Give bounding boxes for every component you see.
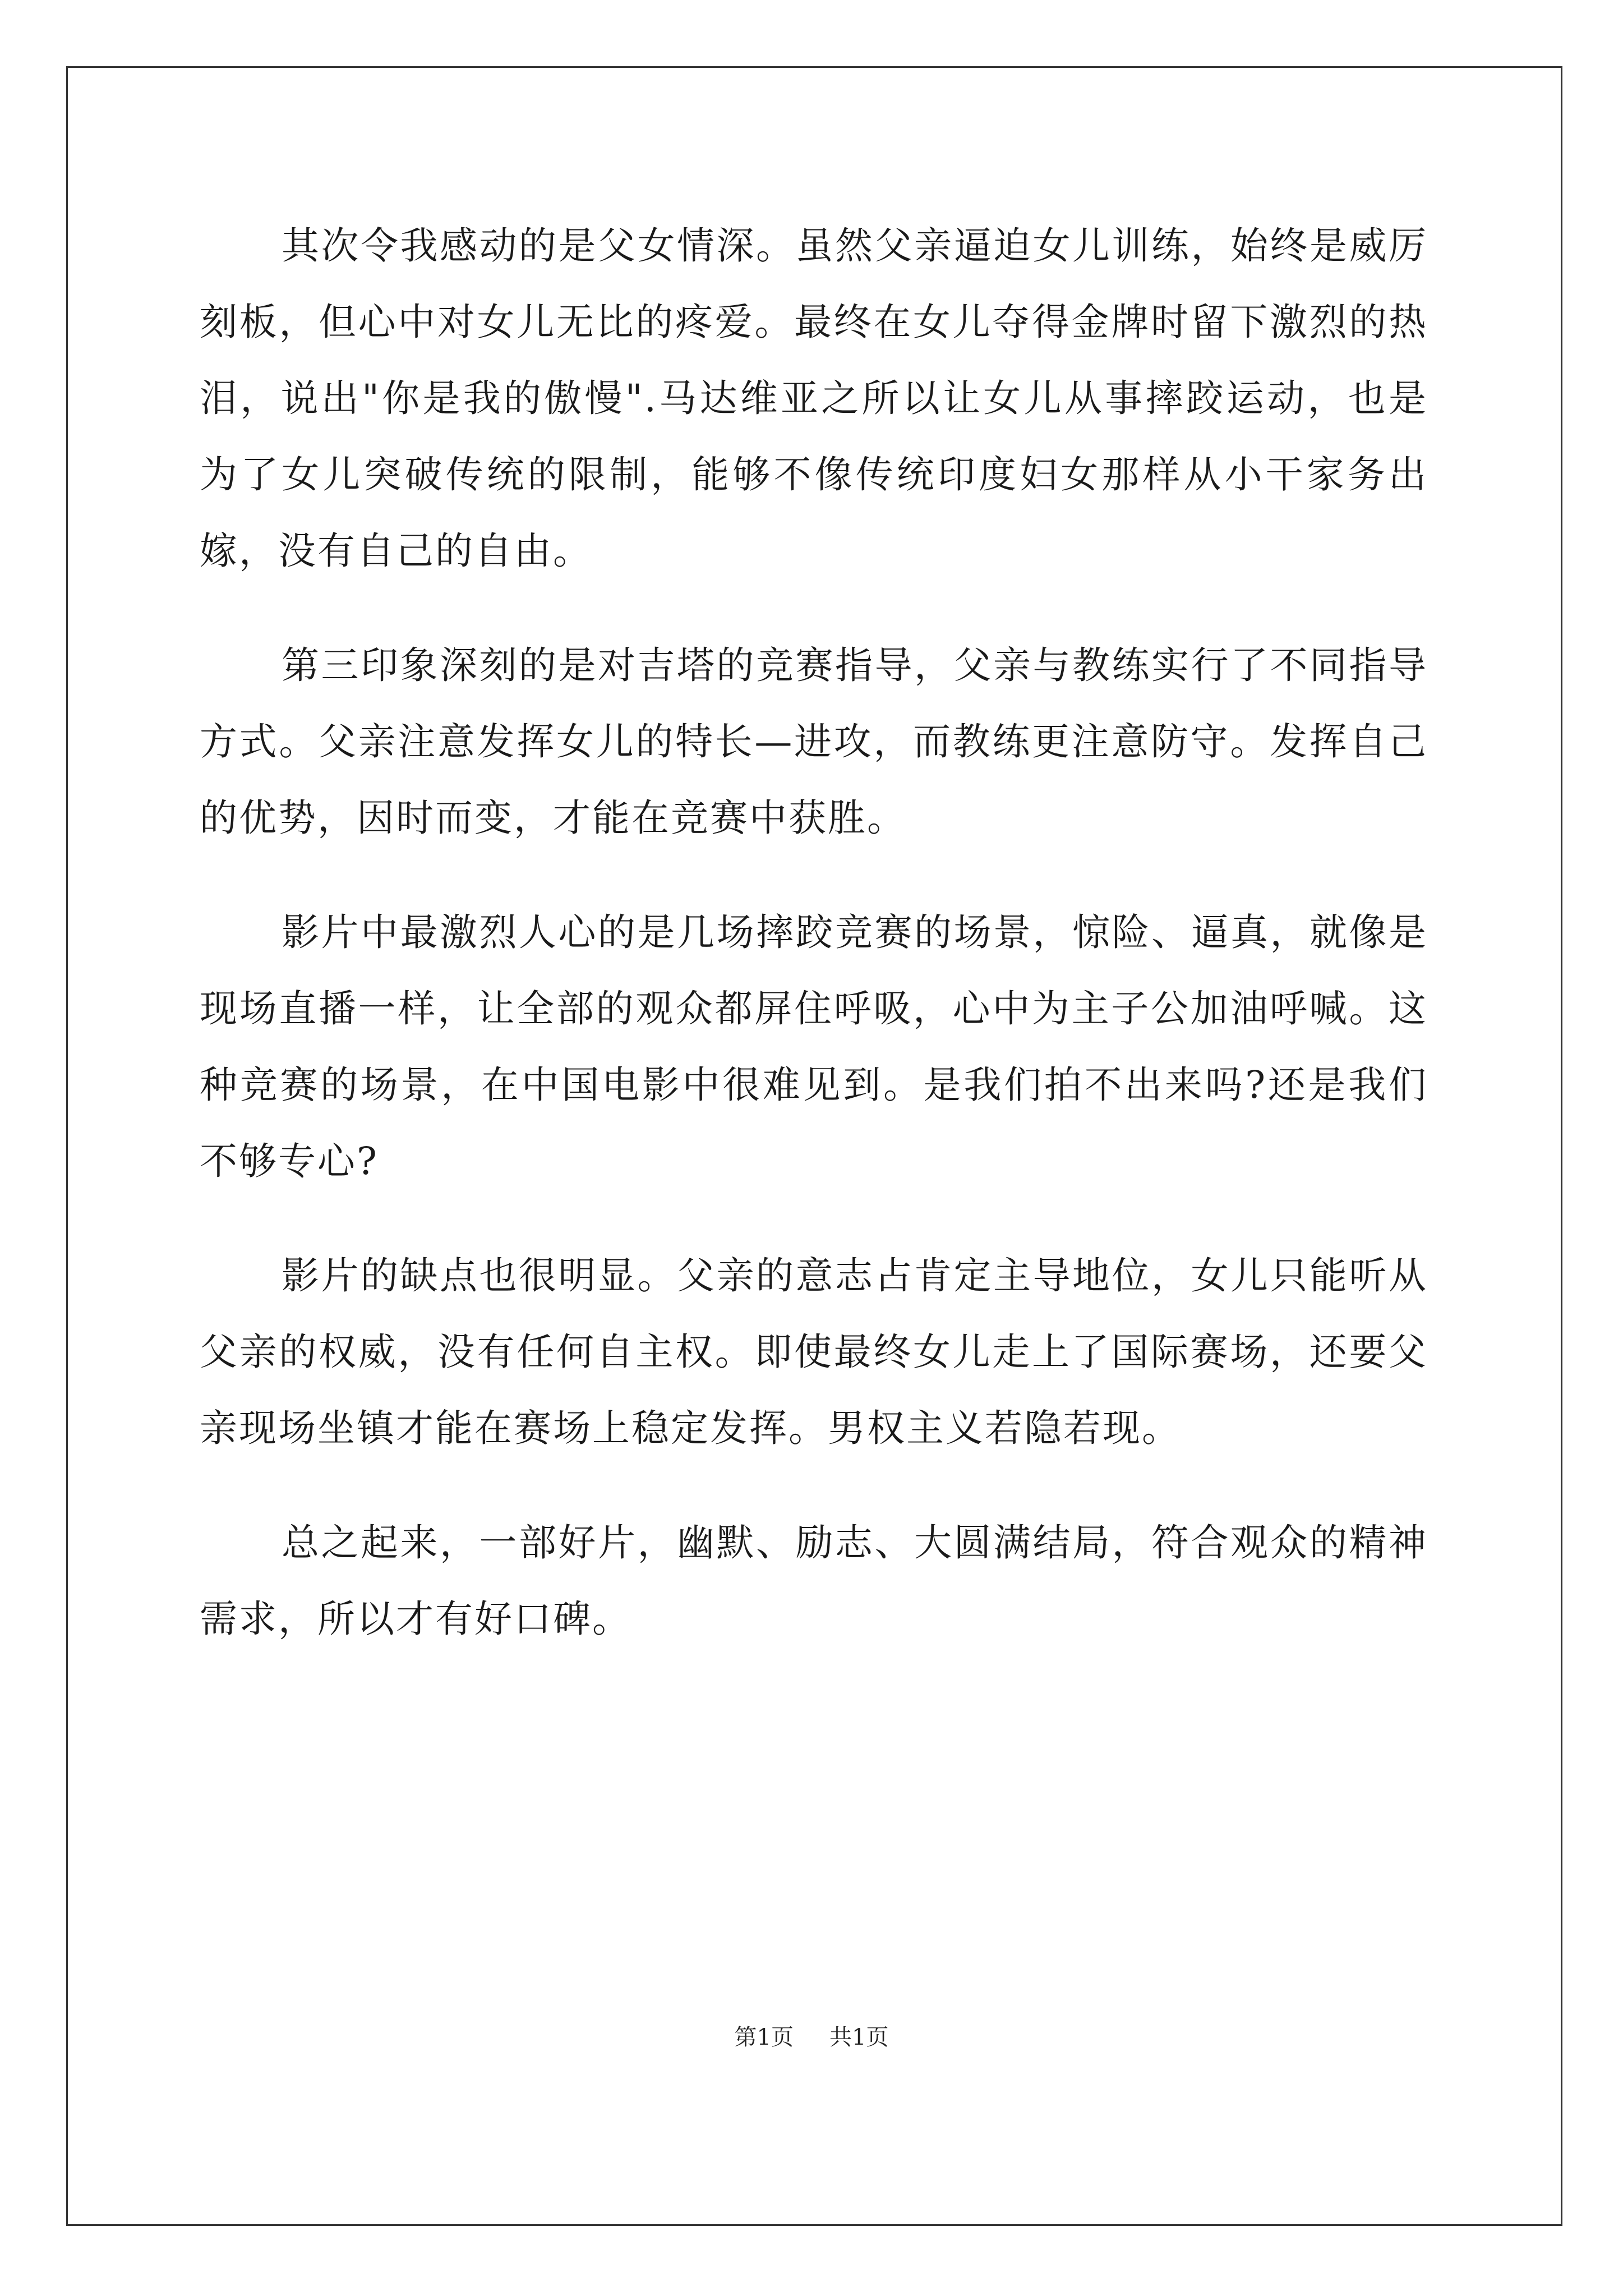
paragraph: 第三印象深刻的是对吉塔的竞赛指导，父亲与教练实行了不同指导方式。父亲注意发挥女儿的特长—进攻，而教练更注意防守。发挥自己的优势，因时而变，才能在竞赛中获胜。 [200,643,1428,840]
document-body [200,208,1428,1695]
page-total: 共1页 [829,2024,889,2050]
paragraph: 总之起来，一部好片，幽默、励志、大圆满结局，符合观众的精神需求，所以才有好口碑。 [200,1521,1428,1641]
page-footer [0,2019,1623,2051]
paragraph: 影片的缺点也很明显。父亲的意志占肯定主导地位，女儿只能听从父亲的权威，没有任何自主权。即使最终女儿走上了国际赛场，还要父亲现场坐镇才能在赛场上稳定发挥。男权主义若隐若现。 [200,1254,1428,1450]
paragraph: 其次令我感动的是父女情深。虽然父亲逼迫女儿训练，始终是威厉刻板，但心中对女儿无比的疼爱。最终在女儿夺得金牌时留下激烈的热泪，说出"你是我的傲慢".马达维亚之所以让女儿从事摔跤运动，也是为了女儿突破传统的限制，能够不像传统印度妇女那样从小干家务出嫁，没有自己的自由。 [200,224,1428,573]
page-number: 第1页 [734,2024,794,2050]
paragraph: 影片中最激烈人心的是几场摔跤竞赛的场景，惊险、逼真，就像是现场直播一样，让全部的观众都屏住呼吸，心中为主子公加油呼喊。这种竞赛的场景，在中国电影中很难见到。是我们拍不出来吗?还是我们不够专心? [200,910,1428,1183]
